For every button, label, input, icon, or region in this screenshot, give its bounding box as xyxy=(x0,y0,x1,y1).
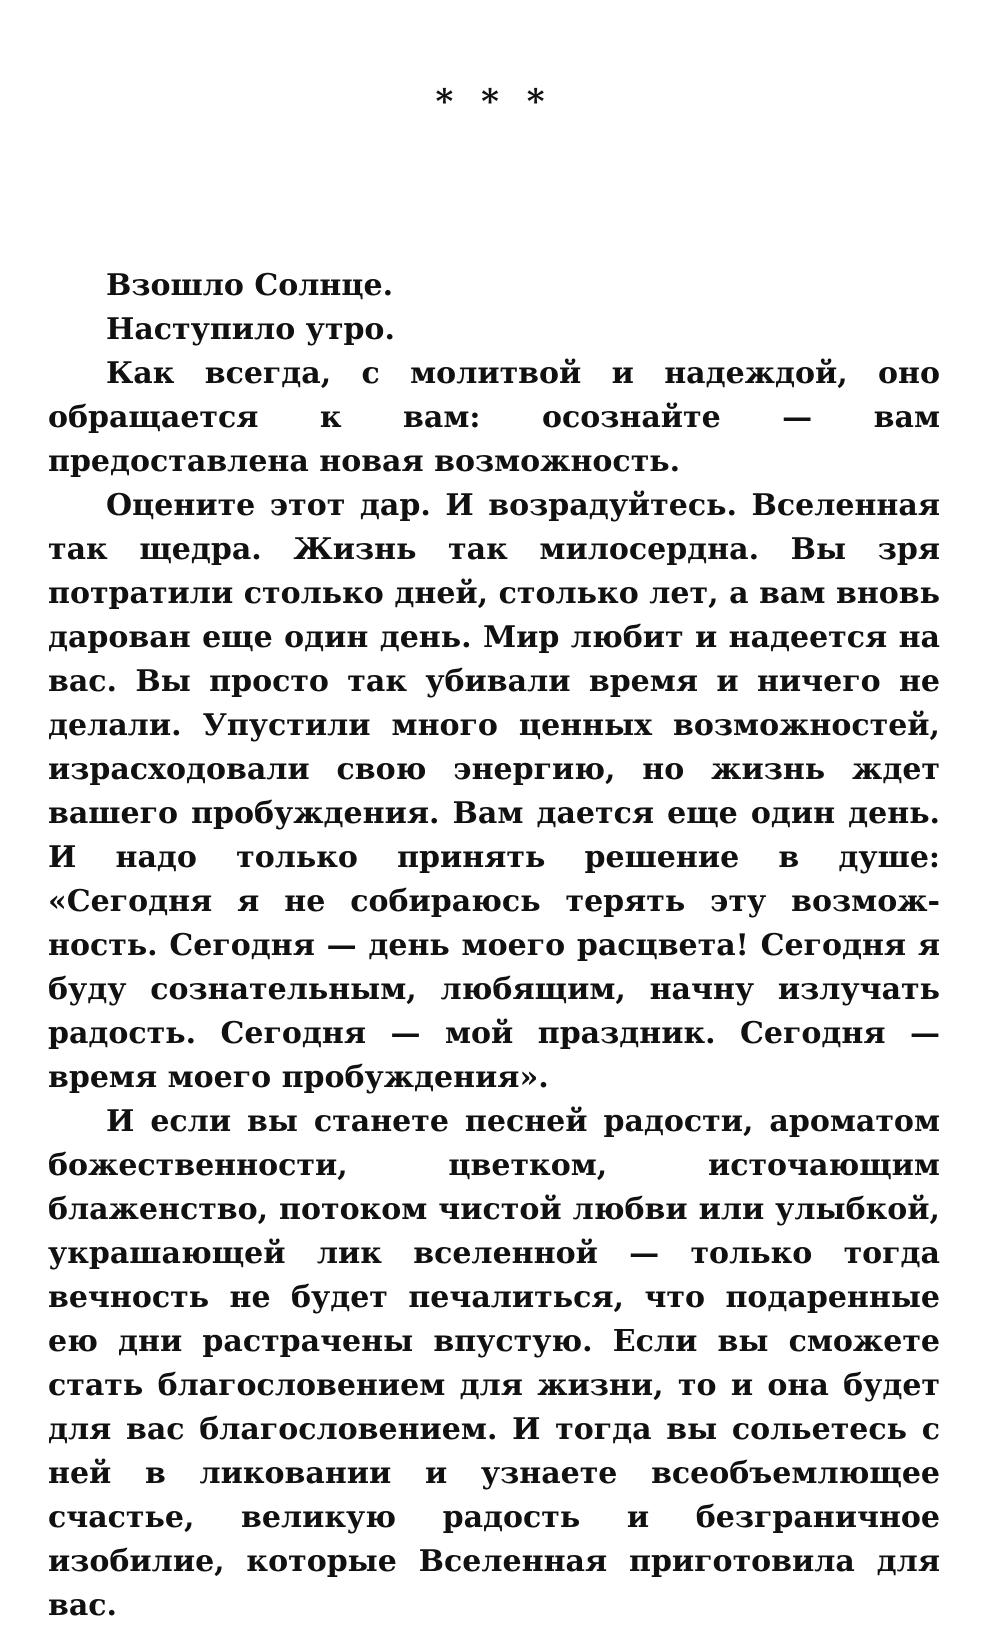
paragraph-3: Как всегда, с молитвой и надеждой, оно обращается к вам: осознайте — вам предоставлена новая возможность. xyxy=(48,356,940,479)
paragraph-4: Оцените этот дар. И возрадуйтесь. Вселенная так щедра. Жизнь так милосердна. Вы зря потратили столько дней, столько лет, а вам вновь дарован еще один день. Мир любит и надеется на вас. Вы просто так убивали время и ничего не делали. Упустили много ценных возможностей, израсходовали свою энергию, но жизнь ждет вашего пробуждения. Вам дается еще один день. И надо только принять решение в душе: «Сегодня я не собираюсь терять эту возможность. Сегодня — день моего расцвета! Сегодня я буду сознательным, любящим, начну излучать радость. Сегодня — мой праздник. Сегодня — время моего пробуждения». xyxy=(48,488,940,1095)
paragraph-1: Взошло Солнце. xyxy=(106,268,394,303)
paragraph-5: И если вы станете песней радости, ароматом божественности, цветком, источающим блаженство, потоком чистой любви или улыбкой, украшающей лик вселенной — только тогда вечность не будет печалиться, что подаренные ею дни растрачены впустую. Если вы сможете стать благословением для жизни, то и она будет для вас благословением. И тогда вы сольетесь с ней в ликовании и узнаете всеобъемлющее счастье, великую радость и безграничное изобилие, которые Вселенная приготовила для вас. xyxy=(48,1104,940,1623)
paragraph-2: Наступило утро. xyxy=(106,312,395,347)
section-divider: * * * xyxy=(435,82,553,122)
body-text xyxy=(48,264,940,1628)
